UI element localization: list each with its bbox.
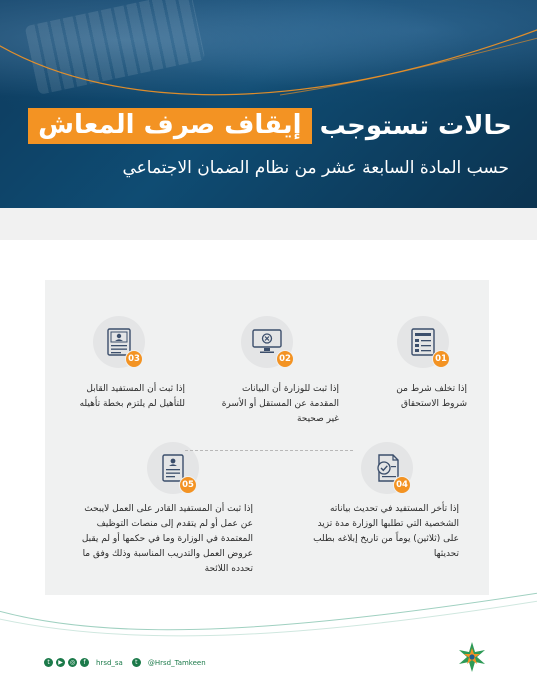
item-04-text: إذا تأخر المستفيد في تحديث بياناته الشخصية التي تطلبها الوزارة مدة تزيد على (ثلاثين) يوماً من تاريخ إبلاغه بطلب تحديثها: [313, 504, 459, 559]
ministry-logo-icon: [455, 640, 489, 674]
twitter-icon[interactable]: t: [44, 658, 53, 667]
item-02-number: 02: [276, 350, 294, 368]
facebook-icon[interactable]: f: [80, 658, 89, 667]
title-highlight: إيقاف صرف المعاش: [28, 108, 311, 144]
social-handle-main[interactable]: hrsd_sa: [96, 658, 123, 667]
twitter-icon-secondary[interactable]: t: [132, 658, 141, 667]
title-text: حالات تستوجب: [319, 111, 512, 141]
item-03-number: 03: [125, 350, 143, 368]
instagram-icon[interactable]: ◎: [69, 659, 76, 666]
item-05-number: 05: [179, 476, 197, 494]
monitor-error-icon: [252, 329, 282, 355]
youtube-icon[interactable]: ▶: [56, 658, 65, 667]
item-03-text: إذا ثبت أن المستفيد القابل للتأهيل لم يلتزم بخطة تأهيله: [79, 384, 185, 409]
header-banner: [0, 0, 537, 208]
item-01-number: 01: [432, 350, 450, 368]
item-02-text: إذا ثبت للوزارة أن البيانات المقدمة عن المستقل أو الأسرة غير صحيحة: [221, 384, 339, 424]
page-title: [28, 108, 512, 144]
item-04-number: 04: [393, 476, 411, 494]
form-list-icon: [410, 328, 436, 356]
page-subtitle: حسب المادة السابعة عشر من نظام الضمان الاجتماعي: [122, 158, 509, 178]
item-05-text: إذا ثبت أن المستفيد القادر على العمل لايبحث عن عمل أو لم يتقدم إلى منصات التوظيف المعتمدة في الوزارة وما في حكمها أو لم يقبل عروض العمل والتدريب المناسبة وذلك وفق ما تحدده اللائحة: [81, 504, 253, 574]
social-handle-secondary[interactable]: @Hrsd_Tamkeen: [147, 658, 206, 667]
item-01-text: إذا تخلف شرط من شروط الاستحقاق: [396, 384, 467, 409]
conditions-panel: [45, 280, 489, 595]
header-divider-band: [0, 208, 537, 240]
social-links: [44, 658, 206, 667]
dashed-divider: [185, 450, 353, 451]
